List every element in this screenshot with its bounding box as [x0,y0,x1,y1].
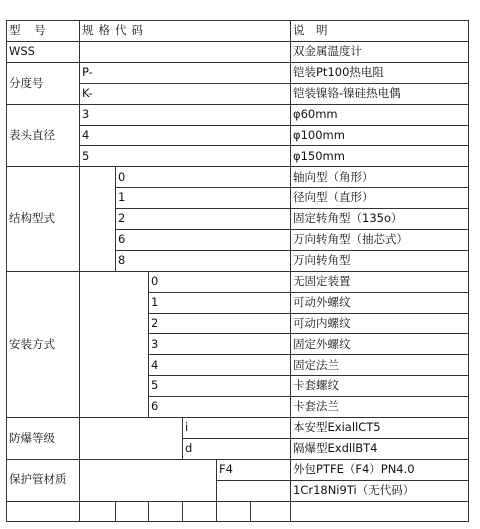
spec-code-cell: 3 [80,104,291,125]
code-slot [7,501,80,522]
description-cell: 隔爆型ExdllBT4 [291,438,469,459]
description-cell: 万向转角型（抽芯式） [291,230,469,251]
description-cell: 双金属温度计 [291,42,469,63]
code-slot [217,501,251,522]
code-slot [149,501,183,522]
indent-cell [80,418,183,460]
description-cell: 固定法兰 [291,355,469,376]
code-slot [183,501,217,522]
description-cell: 径向型（直形） [291,188,469,209]
description-cell: 1Cr18Ni9Ti（无代码） [291,480,469,501]
model-code-table [6,20,469,522]
table-row [7,62,469,83]
spec-code-cell [80,42,291,63]
spec-code-cell: F4 [217,459,291,480]
description-cell: 可动内螺纹 [291,313,469,334]
table-row [7,104,469,125]
header-spec-code: 规格代码 [80,21,291,42]
spec-code-cell: 2 [116,209,291,230]
group-label-graduation: 分度号 [7,62,80,104]
description-cell: 卡套螺纹 [291,376,469,397]
header-model: 型 号 [7,21,80,42]
code-slot [80,501,116,522]
indent-cell [80,271,149,417]
description-cell: φ150mm [291,146,469,167]
description-cell: 铠装镍铬-镍硅热电偶 [291,83,469,104]
description-cell: 固定转角型（135o） [291,209,469,230]
group-label-structure: 结构型式 [7,167,80,271]
description-cell: 轴向型（角形） [291,167,469,188]
model-code: WSS [7,42,80,63]
description-cell: 固定外螺纹 [291,334,469,355]
description-cell: 无固定装置 [291,271,469,292]
header-description: 说 明 [291,21,469,42]
spec-code-cell: 4 [149,355,291,376]
group-label-dial-diameter: 表头直径 [7,104,80,167]
spec-code-cell: P- [80,62,291,83]
description-cell: 铠装Pt100热电阻 [291,62,469,83]
description-cell: 卡套法兰 [291,397,469,418]
spec-code-cell: i [183,418,291,439]
code-slot [116,501,149,522]
spec-code-cell: 8 [116,250,291,271]
group-label-mounting: 安装方式 [7,271,80,417]
spec-code-cell: 5 [149,376,291,397]
table-row [7,418,469,439]
spec-code-cell: 4 [80,125,291,146]
spec-code-cell: d [183,438,291,459]
spec-code-cell: K- [80,83,291,104]
spec-code-cell: 1 [116,188,291,209]
description-cell: 可动外螺纹 [291,292,469,313]
header-row [7,21,469,42]
table-row [7,42,469,63]
table-row [7,459,469,480]
indent-cell [80,459,217,501]
description-cell: φ100mm [291,125,469,146]
group-label-sheath: 保护管材质 [7,459,80,501]
spec-code-cell: 6 [116,230,291,251]
spec-code-cell: 0 [149,271,291,292]
spec-code-cell: 1 [149,292,291,313]
spec-code-cell: 2 [149,313,291,334]
spec-code-cell: 5 [80,146,291,167]
indent-cell [80,167,116,271]
code-slot-row [7,501,469,522]
spec-code-cell [217,480,291,501]
code-slot [251,501,291,522]
spec-code-cell: 3 [149,334,291,355]
description-cell: φ60mm [291,104,469,125]
spec-code-cell: 0 [116,167,291,188]
spec-code-cell: 6 [149,397,291,418]
description-cell: 万向转角型 [291,250,469,271]
description-cell: 本安型ExiallCT5 [291,418,469,439]
group-label-explosion: 防爆等级 [7,418,80,460]
code-slot [291,501,469,522]
table-row [7,271,469,292]
description-cell: 外包PTFE（F4）PN4.0 [291,459,469,480]
table-row [7,167,469,188]
